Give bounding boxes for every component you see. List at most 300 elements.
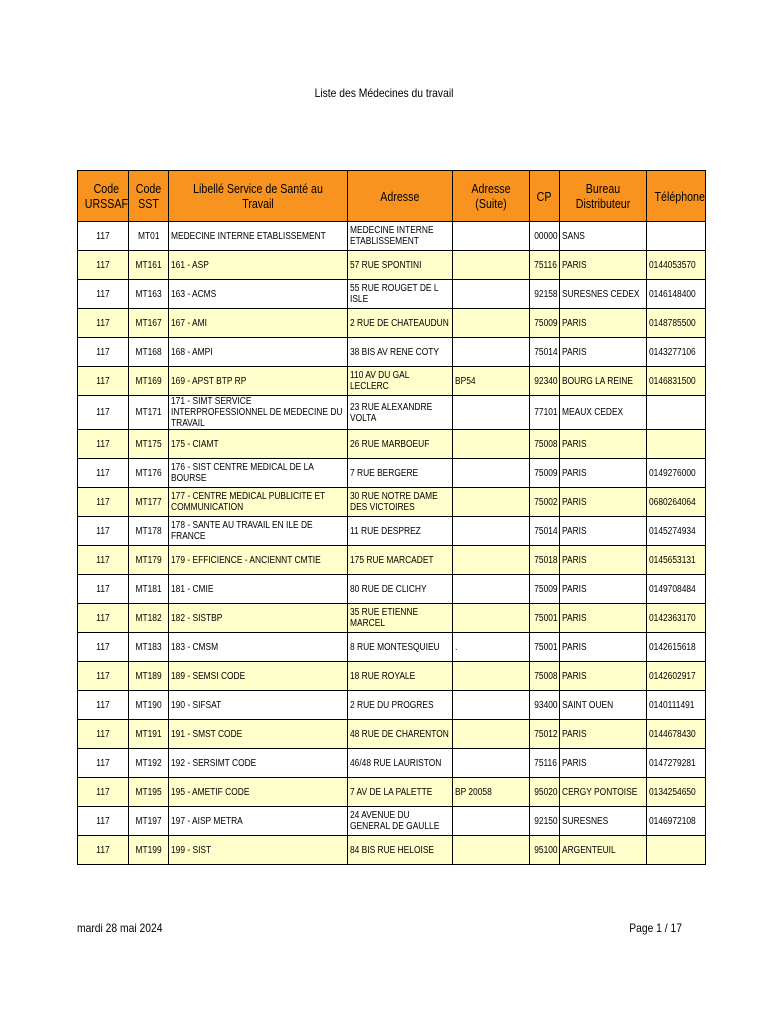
cell-text: MT197	[135, 815, 162, 827]
footer-page-number: Page 1 / 17	[629, 921, 682, 935]
cell-text: MT168	[135, 346, 162, 358]
cell-bureau	[560, 367, 647, 396]
cell-adresse	[348, 720, 453, 749]
cell-text: 0144053570	[649, 259, 696, 271]
cell-text: PARIS	[562, 317, 587, 329]
cell-text: 189 - SEMSI CODE	[171, 670, 246, 682]
cell-text: PARIS	[562, 583, 587, 595]
cell-text: 190 - SIFSAT	[171, 699, 222, 711]
cell-adresse	[348, 367, 453, 396]
cell-text: 117	[96, 317, 110, 329]
table-row	[78, 517, 706, 546]
cell-text: 178 - SANTE AU TRAVAIL EN ILE DE FRANCE	[171, 520, 313, 542]
cell-adresse	[348, 459, 453, 488]
cell-text: 0134254650	[649, 786, 696, 798]
cell-cp	[530, 430, 560, 459]
cell-code-urssaf	[78, 488, 129, 517]
cell-text: 75002	[534, 496, 558, 508]
cell-libelle	[169, 836, 348, 865]
cell-adresse-suite	[453, 749, 530, 778]
cell-text: MEAUX CEDEX	[562, 407, 624, 418]
cell-cp	[530, 309, 560, 338]
cell-text: PARIS	[562, 438, 587, 450]
table-row	[78, 633, 706, 662]
cell-adresse-suite	[453, 575, 530, 604]
cell-text: MT183	[135, 641, 162, 653]
cell-cp	[530, 749, 560, 778]
cell-code-urssaf	[78, 430, 129, 459]
cell-text: MT167	[135, 317, 162, 329]
cell-text: MT01	[137, 230, 160, 242]
cell-adresse	[348, 222, 453, 251]
cell-bureau	[560, 251, 647, 280]
cell-code-sst	[129, 604, 169, 633]
table-row	[78, 459, 706, 488]
col-header-libelle	[169, 171, 348, 222]
cell-bureau	[560, 280, 647, 309]
cell-telephone	[647, 546, 706, 575]
cell-text: 117	[96, 554, 110, 566]
cell-code-sst	[129, 517, 169, 546]
cell-code-urssaf	[78, 575, 129, 604]
cell-text: 117	[96, 288, 110, 300]
cell-adresse-suite	[453, 691, 530, 720]
col-header-label: Code URSSAF	[84, 181, 128, 211]
cell-telephone	[647, 836, 706, 865]
cell-cp	[530, 396, 560, 430]
cell-text: PARIS	[562, 554, 587, 566]
cell-text: 92158	[534, 288, 558, 300]
cell-text: 75009	[534, 467, 558, 479]
cell-libelle	[169, 517, 348, 546]
cell-adresse-suite	[453, 430, 530, 459]
cell-bureau	[560, 338, 647, 367]
cell-text: 0142363170	[649, 612, 696, 624]
cell-bureau	[560, 604, 647, 633]
cell-text: MT190	[135, 699, 162, 711]
table-row	[78, 662, 706, 691]
cell-text: 183 - CMSM	[171, 641, 219, 653]
cell-text: 8 RUE MONTESQUIEU	[350, 641, 440, 653]
table-row	[78, 430, 706, 459]
cell-text: .	[455, 641, 458, 653]
cell-cp	[530, 720, 560, 749]
cell-text: MT161	[135, 259, 162, 271]
cell-text: 117	[96, 346, 110, 358]
cell-adresse-suite	[453, 222, 530, 251]
cell-code-urssaf	[78, 459, 129, 488]
cell-bureau	[560, 459, 647, 488]
cell-text: 117	[96, 230, 110, 242]
cell-telephone	[647, 396, 706, 430]
cell-text: 117	[96, 583, 110, 595]
cell-text: 0149708484	[649, 583, 696, 595]
table-row	[78, 367, 706, 396]
cell-cp	[530, 222, 560, 251]
cell-adresse-suite	[453, 367, 530, 396]
cell-code-sst	[129, 488, 169, 517]
cell-adresse-suite	[453, 604, 530, 633]
col-header-label: Adresse (Suite)	[471, 181, 511, 211]
cell-text: 75008	[534, 438, 558, 450]
col-header-label: Adresse	[380, 188, 420, 204]
cell-text: 0145653131	[649, 554, 696, 566]
cell-text: 176 - SIST CENTRE MEDICAL DE LA BOURSE	[171, 462, 314, 484]
cell-text: 75009	[534, 583, 558, 595]
cell-code-sst	[129, 396, 169, 430]
cell-code-sst	[129, 778, 169, 807]
cell-code-sst	[129, 251, 169, 280]
cell-text: PARIS	[562, 346, 587, 358]
cell-adresse-suite	[453, 251, 530, 280]
cell-adresse-suite	[453, 309, 530, 338]
cell-text: 117	[96, 786, 110, 798]
col-header-bureau	[560, 171, 647, 222]
cell-text: 179 - EFFICIENCE - ANCIENNT CMTIE	[171, 554, 321, 566]
cell-text: 169 - APST BTP RP	[171, 375, 247, 387]
cell-text: 75116	[534, 259, 557, 271]
cell-text: 0145274934	[649, 525, 696, 537]
cell-text: ARGENTEUIL	[562, 844, 616, 856]
cell-code-urssaf	[78, 633, 129, 662]
cell-code-sst	[129, 280, 169, 309]
cell-text: 0146831500	[649, 375, 696, 387]
cell-text: 38 BIS AV RENE COTY	[350, 346, 440, 358]
cell-libelle	[169, 430, 348, 459]
cell-text: 24 AVENUE DU GENERAL DE GAULLE	[350, 810, 440, 832]
cell-telephone	[647, 367, 706, 396]
occupational-health-table	[77, 170, 706, 865]
cell-text: 0144678430	[649, 728, 696, 740]
cell-libelle	[169, 604, 348, 633]
cell-text: 0146972108	[649, 815, 696, 827]
cell-code-sst	[129, 430, 169, 459]
cell-text: 35 RUE ETIENNE MARCEL	[350, 607, 419, 629]
cell-text: 0148785500	[649, 317, 696, 329]
cell-bureau	[560, 430, 647, 459]
cell-text: 0680264064	[649, 496, 696, 508]
cell-text: MT191	[135, 728, 162, 740]
cell-text: 77101	[534, 407, 558, 418]
cell-text: 191 - SMST CODE	[171, 728, 243, 740]
table-row	[78, 691, 706, 720]
table-row	[78, 778, 706, 807]
cell-text: PARIS	[562, 641, 587, 653]
cell-text: 48 RUE DE CHARENTON	[350, 728, 449, 740]
cell-text: MT163	[135, 288, 162, 300]
cell-libelle	[169, 691, 348, 720]
cell-code-urssaf	[78, 517, 129, 546]
cell-code-sst	[129, 720, 169, 749]
cell-text: 197 - AISP METRA	[171, 815, 243, 827]
cell-code-sst	[129, 836, 169, 865]
cell-text: 2 RUE DE CHATEAUDUN	[350, 317, 449, 329]
cell-text: 75001	[534, 612, 558, 624]
cell-adresse	[348, 517, 453, 546]
table-row	[78, 807, 706, 836]
cell-libelle	[169, 222, 348, 251]
cell-text: 117	[96, 407, 110, 418]
cell-text: 117	[96, 670, 110, 682]
cell-libelle	[169, 459, 348, 488]
cell-adresse-suite	[453, 546, 530, 575]
cell-adresse-suite	[453, 459, 530, 488]
cell-adresse	[348, 488, 453, 517]
cell-text: 117	[96, 525, 110, 537]
cell-text: MT181	[135, 583, 162, 595]
cell-libelle	[169, 338, 348, 367]
cell-text: 117	[96, 612, 110, 624]
cell-bureau	[560, 546, 647, 575]
cell-code-sst	[129, 222, 169, 251]
cell-code-urssaf	[78, 222, 129, 251]
col-header-label: Code SST	[135, 181, 162, 211]
cell-text: PARIS	[562, 525, 587, 537]
cell-code-sst	[129, 662, 169, 691]
col-header-label: Bureau Distributeur	[575, 181, 631, 211]
cell-text: SANS	[562, 230, 585, 242]
cell-bureau	[560, 807, 647, 836]
cell-adresse	[348, 836, 453, 865]
cell-text: 117	[96, 438, 110, 450]
cell-telephone	[647, 222, 706, 251]
cell-adresse	[348, 633, 453, 662]
cell-text: PARIS	[562, 612, 587, 624]
cell-text: MT178	[135, 525, 162, 537]
cell-libelle	[169, 251, 348, 280]
cell-text: 23 RUE ALEXANDRE VOLTA	[350, 401, 433, 424]
cell-adresse	[348, 778, 453, 807]
table-row	[78, 575, 706, 604]
cell-text: 75014	[534, 346, 558, 358]
cell-adresse	[348, 662, 453, 691]
cell-text: 117	[96, 467, 110, 479]
table-row	[78, 396, 706, 430]
cell-code-urssaf	[78, 836, 129, 865]
cell-text: PARIS	[562, 728, 587, 740]
cell-text: 57 RUE SPONTINI	[350, 259, 422, 271]
cell-telephone	[647, 807, 706, 836]
cell-text: 0147279281	[649, 757, 696, 769]
cell-cp	[530, 251, 560, 280]
cell-libelle	[169, 575, 348, 604]
cell-text: 75116	[534, 757, 557, 769]
cell-text: PARIS	[562, 467, 587, 479]
cell-text: 181 - CMIE	[171, 583, 214, 595]
cell-text: 0142602917	[649, 670, 696, 682]
cell-text: 75008	[534, 670, 558, 682]
cell-text: SURESNES	[562, 815, 609, 827]
cell-cp	[530, 367, 560, 396]
cell-telephone	[647, 691, 706, 720]
cell-text: 80 RUE DE CLICHY	[350, 583, 427, 595]
cell-text: 11 RUE DESPREZ	[350, 525, 421, 537]
cell-text: 163 - ACMS	[171, 288, 217, 300]
cell-cp	[530, 778, 560, 807]
cell-text: BP54	[455, 375, 476, 387]
cell-adresse-suite	[453, 836, 530, 865]
cell-telephone	[647, 430, 706, 459]
page-title: Liste des Médecines du travail	[314, 86, 454, 100]
cell-cp	[530, 604, 560, 633]
table-row	[78, 836, 706, 865]
cell-cp	[530, 488, 560, 517]
table-row	[78, 251, 706, 280]
cell-text: 30 RUE NOTRE DAME DES VICTOIRES	[350, 491, 438, 513]
cell-cp	[530, 517, 560, 546]
cell-text: 182 - SISTBP	[171, 612, 223, 624]
cell-libelle	[169, 546, 348, 575]
cell-text: 93400	[534, 699, 558, 711]
cell-text: 18 RUE ROYALE	[350, 670, 416, 682]
cell-code-urssaf	[78, 749, 129, 778]
cell-code-sst	[129, 367, 169, 396]
cell-telephone	[647, 251, 706, 280]
cell-libelle	[169, 633, 348, 662]
cell-bureau	[560, 662, 647, 691]
table-row	[78, 488, 706, 517]
cell-text: 110 AV DU GAL LECLERC	[350, 370, 410, 392]
table-row	[78, 280, 706, 309]
cell-telephone	[647, 575, 706, 604]
cell-bureau	[560, 488, 647, 517]
cell-code-urssaf	[78, 309, 129, 338]
cell-code-sst	[129, 546, 169, 575]
cell-text: CERGY PONTOISE	[562, 786, 638, 798]
cell-text: PARIS	[562, 259, 587, 271]
cell-code-urssaf	[78, 778, 129, 807]
cell-cp	[530, 691, 560, 720]
cell-text: MT175	[135, 438, 162, 450]
cell-adresse-suite	[453, 778, 530, 807]
cell-text: 7 AV DE LA PALETTE	[350, 786, 433, 798]
cell-libelle	[169, 309, 348, 338]
cell-text: 7 RUE BERGERE	[350, 467, 419, 479]
cell-text: 0142615618	[649, 641, 696, 653]
cell-telephone	[647, 633, 706, 662]
cell-text: 117	[96, 259, 110, 271]
cell-cp	[530, 836, 560, 865]
cell-text: 46/48 RUE LAURISTON	[350, 757, 442, 769]
cell-adresse-suite	[453, 280, 530, 309]
col-header-cp	[530, 171, 560, 222]
cell-text: 171 - SIMT SERVICE INTERPROFESSIONNEL DE MEDECINE DU TRAVAIL	[171, 396, 343, 429]
cell-text: 117	[96, 496, 110, 508]
cell-adresse	[348, 338, 453, 367]
cell-libelle	[169, 662, 348, 691]
cell-libelle	[169, 749, 348, 778]
cell-text: 161 - ASP	[171, 259, 209, 271]
cell-text: 0140111491	[649, 699, 695, 711]
cell-text: MT189	[135, 670, 162, 682]
cell-adresse	[348, 749, 453, 778]
cell-bureau	[560, 309, 647, 338]
cell-text: PARIS	[562, 757, 587, 769]
cell-text: MT169	[135, 375, 162, 387]
cell-code-sst	[129, 575, 169, 604]
cell-text: PARIS	[562, 496, 587, 508]
cell-text: 75012	[534, 728, 558, 740]
cell-telephone	[647, 778, 706, 807]
cell-text: 75014	[534, 525, 558, 537]
col-header-label: Libellé Service de Santé au Travail	[193, 181, 323, 211]
cell-libelle	[169, 778, 348, 807]
cell-bureau	[560, 575, 647, 604]
cell-cp	[530, 662, 560, 691]
cell-bureau	[560, 633, 647, 662]
cell-code-urssaf	[78, 338, 129, 367]
cell-text: MEDECINE INTERNE ETABLISSEMENT	[350, 225, 434, 247]
cell-cp	[530, 459, 560, 488]
cell-adresse	[348, 691, 453, 720]
cell-telephone	[647, 280, 706, 309]
cell-bureau	[560, 749, 647, 778]
col-header-adresse	[348, 171, 453, 222]
cell-adresse	[348, 546, 453, 575]
table-row	[78, 604, 706, 633]
cell-text: MT192	[135, 757, 162, 769]
cell-telephone	[647, 309, 706, 338]
cell-telephone	[647, 604, 706, 633]
table-row	[78, 720, 706, 749]
cell-text: 175 RUE MARCADET	[350, 554, 434, 566]
cell-text: 84 BIS RUE HELOISE	[350, 844, 435, 856]
col-header-telephone	[647, 171, 706, 222]
cell-adresse	[348, 309, 453, 338]
cell-bureau	[560, 691, 647, 720]
cell-text: PARIS	[562, 670, 587, 682]
cell-text: 117	[96, 844, 110, 856]
cell-bureau	[560, 222, 647, 251]
cell-adresse-suite	[453, 396, 530, 430]
cell-bureau	[560, 836, 647, 865]
col-header-code-urssaf	[78, 171, 129, 222]
cell-code-urssaf	[78, 396, 129, 430]
col-header-adresse-suite	[453, 171, 530, 222]
cell-text: SURESNES CEDEX	[562, 288, 640, 300]
col-header-code-sst	[129, 171, 169, 222]
cell-cp	[530, 280, 560, 309]
cell-libelle	[169, 396, 348, 430]
cell-bureau	[560, 517, 647, 546]
cell-adresse	[348, 575, 453, 604]
cell-code-urssaf	[78, 691, 129, 720]
cell-text: 177 - CENTRE MEDICAL PUBLICITE ET COMMUNICATION	[171, 491, 326, 513]
cell-code-urssaf	[78, 367, 129, 396]
cell-libelle	[169, 367, 348, 396]
cell-telephone	[647, 517, 706, 546]
cell-text: SAINT OUEN	[562, 699, 614, 711]
cell-telephone	[647, 488, 706, 517]
cell-text: MT177	[135, 496, 162, 508]
table-row	[78, 222, 706, 251]
cell-bureau	[560, 778, 647, 807]
cell-libelle	[169, 488, 348, 517]
col-header-label: CP	[537, 188, 552, 204]
cell-libelle	[169, 807, 348, 836]
table-row	[78, 338, 706, 367]
cell-adresse	[348, 604, 453, 633]
cell-text: MT176	[135, 467, 162, 479]
cell-code-sst	[129, 749, 169, 778]
cell-code-urssaf	[78, 280, 129, 309]
cell-libelle	[169, 720, 348, 749]
cell-text: 75001	[534, 641, 558, 653]
cell-code-urssaf	[78, 604, 129, 633]
cell-text: 00000	[534, 230, 558, 242]
cell-adresse	[348, 251, 453, 280]
cell-text: 192 - SERSIMT CODE	[171, 757, 257, 769]
